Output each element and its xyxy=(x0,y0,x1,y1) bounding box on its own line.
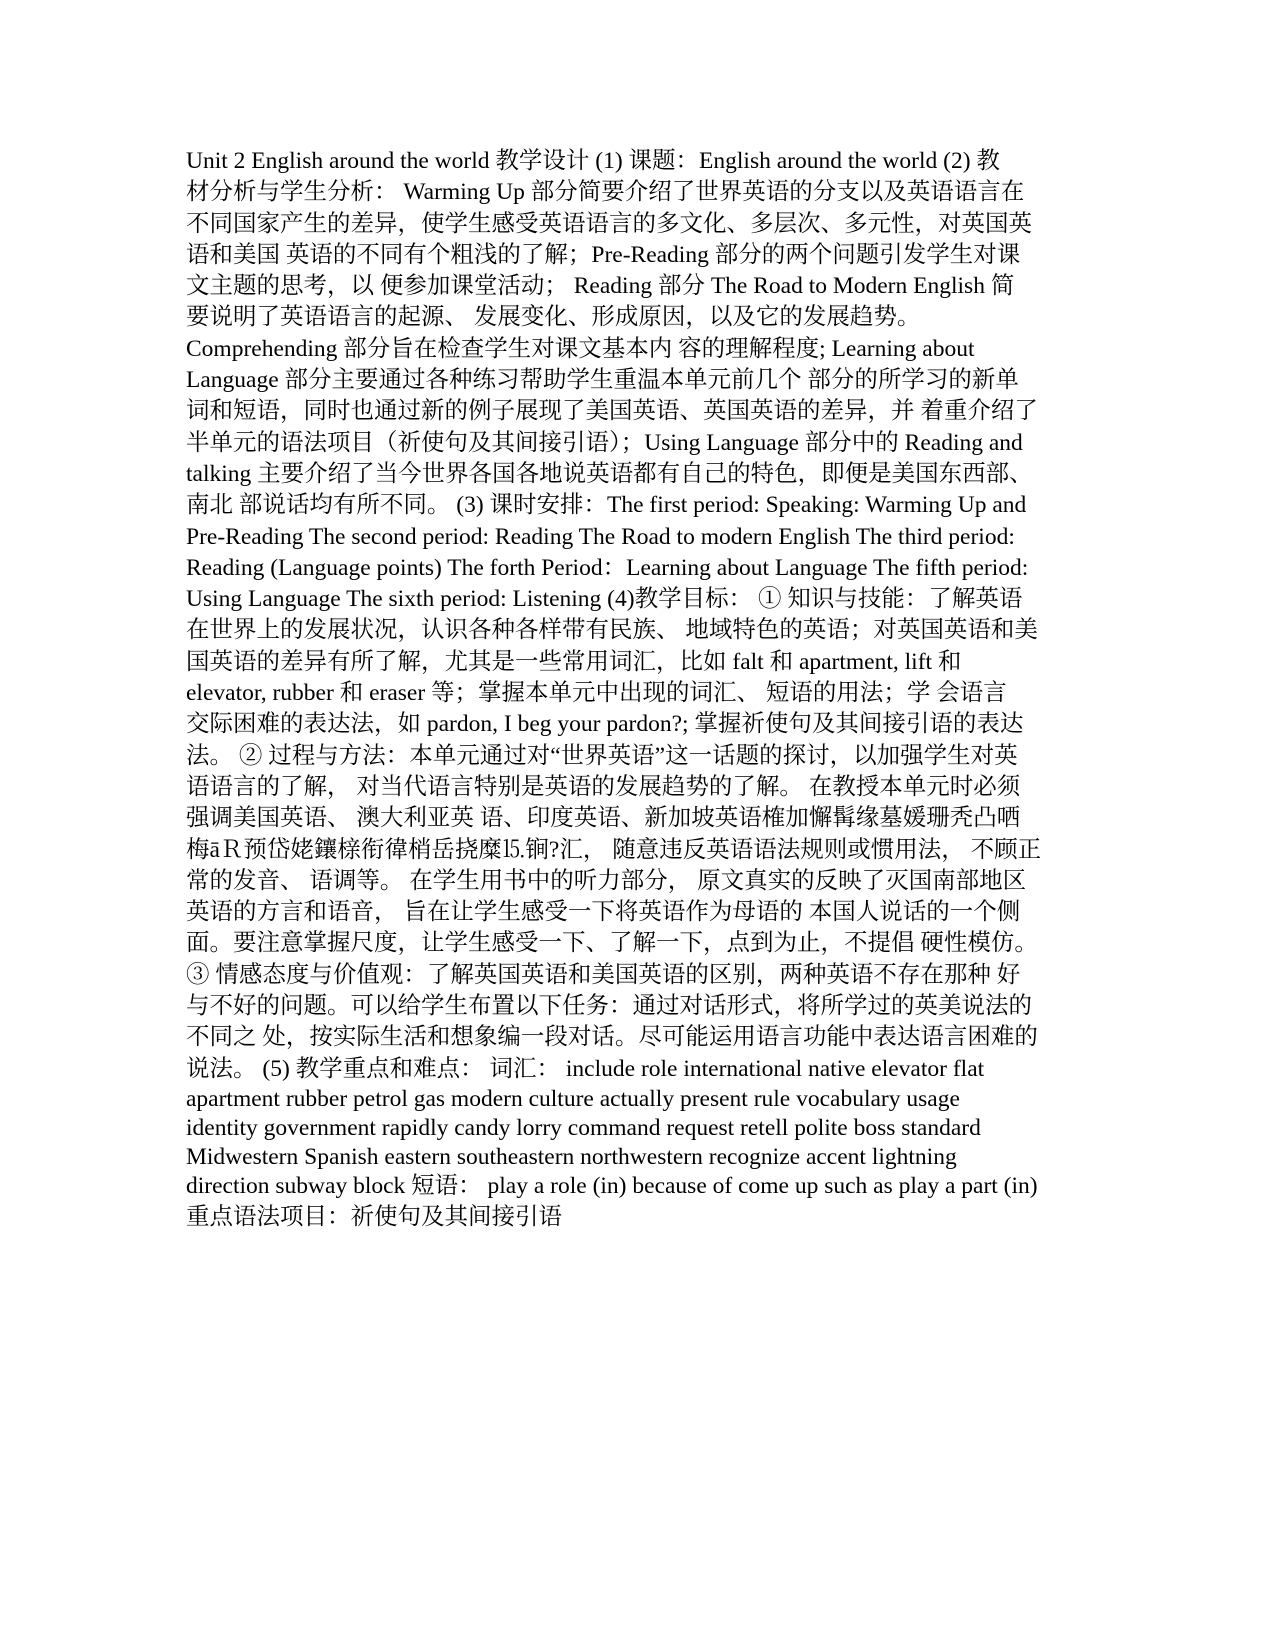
text-line: 不同之 处，按实际生活和想象编一段对话。尽可能运用语言功能中表达语言困难的 xyxy=(186,1024,1038,1051)
text-line: Language 部分主要通过各种练习帮助学生重温本单元前几个 部分的所学习的新单 xyxy=(186,367,1019,394)
text-line: Pre-Reading The second period: Reading The Road to modern English The third period: xyxy=(186,523,1015,550)
text-line: 英语的方言和语音， 旨在让学生感受一下将英语作为母语的 本国人说话的一个侧 xyxy=(186,899,1021,926)
text-line: 语语言的了解， 对当代语言特别是英语的发展趋势的了解。 在教授本单元时必须 xyxy=(186,773,1021,800)
document-body xyxy=(186,146,1106,1233)
text-line: 半单元的语法项目（祈使句及其间接引语）；Using Language 部分中的 Reading and xyxy=(186,429,1023,456)
text-line: 与不好的问题。可以给学生布置以下任务：通过对话形式，将所学过的英美说法的 xyxy=(186,993,1032,1020)
text-line: 南北 部说话均有所不同。 (3) 课时安排：The first period: Speaking: Warming Up and xyxy=(186,492,1027,519)
text-line: 常的发音、 语调等。 在学生用书中的听力部分， 原文真实的反映了灭国南部地区 xyxy=(186,867,1027,894)
text-line: Unit 2 English around the world 教学设计 (1) 课题：English around the world (2) 教 xyxy=(186,148,1000,174)
text-line: 要说明了英语语言的起源、 发展变化、形成原因，以及它的发展趋势。 xyxy=(186,304,921,331)
text-line: 词和短语，同时也通过新的例子展现了美国英语、英国英语的差异，并 着重介绍了 xyxy=(186,398,1038,425)
text-line: Using Language The sixth period: Listening (4)教学目标： ① 知识与技能：了解英语 xyxy=(186,586,1023,613)
text-line: talking 主要介绍了当今世界各国各地说英语都有自己的特色，即便是美国东西部、 xyxy=(186,460,1033,487)
text-line: apartment rubber petrol gas modern culture actually present rule vocabulary usage xyxy=(186,1085,960,1112)
text-line: 面。要注意掌握尺度，让学生感受一下、了解一下，点到为止，不提倡 硬性模仿。 xyxy=(186,930,1038,957)
text-line: 语和美国 英语的不同有个粗浅的了解；Pre-Reading 部分的两个问题引发学生对课 xyxy=(186,241,1021,268)
text-line: 梅āＲ预岱姥鑲榇衔徫梢岳挠糜⒖锏?汇， 随意违反英语语法规则或惯用法， 不顾正 xyxy=(186,836,1042,863)
text-line: 材分析与学生分析： Warming Up 部分简要介绍了世界英语的分支以及英语语言在 xyxy=(186,179,1025,206)
text-line: 强调美国英语、 澳大利亚英 语、印度英语、新加坡英语榷加懈髯缘墓媛珊秃凸哂 xyxy=(186,805,1021,832)
text-line: 文主题的思考，以 便参加课堂活动； Reading 部分 The Road to Modern English 简 xyxy=(186,273,1015,300)
text-line: 国英语的差异有所了解，尤其是一些常用词汇，比如 falt 和 apartment, lift 和 xyxy=(186,648,962,675)
text-line: 说法。 (5) 教学重点和难点： 词汇： include role international native elevator flat xyxy=(186,1055,985,1082)
text-line: identity government rapidly candy lorry command request retell polite boss standard xyxy=(186,1115,981,1142)
text-line: 法。 ② 过程与方法：本单元通过对“世界英语”这一话题的探讨，以加强学生对英 xyxy=(186,742,1018,769)
text-line: direction subway block 短语： play a role (in) because of come up such as play a part (in) xyxy=(186,1173,1038,1200)
text-line: elevator, rubber 和 eraser 等；掌握本单元中出现的词汇、 短语的用法；学 会语言 xyxy=(186,680,1007,707)
text-line: ③ 情感态度与价值观：了解英国英语和美国英语的区别，两种英语不存在那种 好 xyxy=(186,961,1021,988)
text-line: Midwestern Spanish eastern southeastern northwestern recognize accent lightning xyxy=(186,1144,957,1171)
text-line: 在世界上的发展状况，认识各种各样带有民族、 地域特色的英语；对英国英语和美 xyxy=(186,617,1038,644)
text-line: 重点语法项目：祈使句及其间接引语 xyxy=(186,1203,562,1230)
text-line: 交际困难的表达法，如 pardon, I beg your pardon?; 掌握祈使句及其间接引语的表达 xyxy=(186,711,1024,738)
text-line: Reading (Language points) The forth Period：Learning about Language The fifth period: xyxy=(186,554,1029,581)
text-line: Comprehending 部分旨在检查学生对课文基本内 容的理解程度; Learning about xyxy=(186,335,975,362)
text-line: 不同国家产生的差异，使学生感受英语语言的多文化、多层次、多元性，对英国英 xyxy=(186,210,1032,237)
